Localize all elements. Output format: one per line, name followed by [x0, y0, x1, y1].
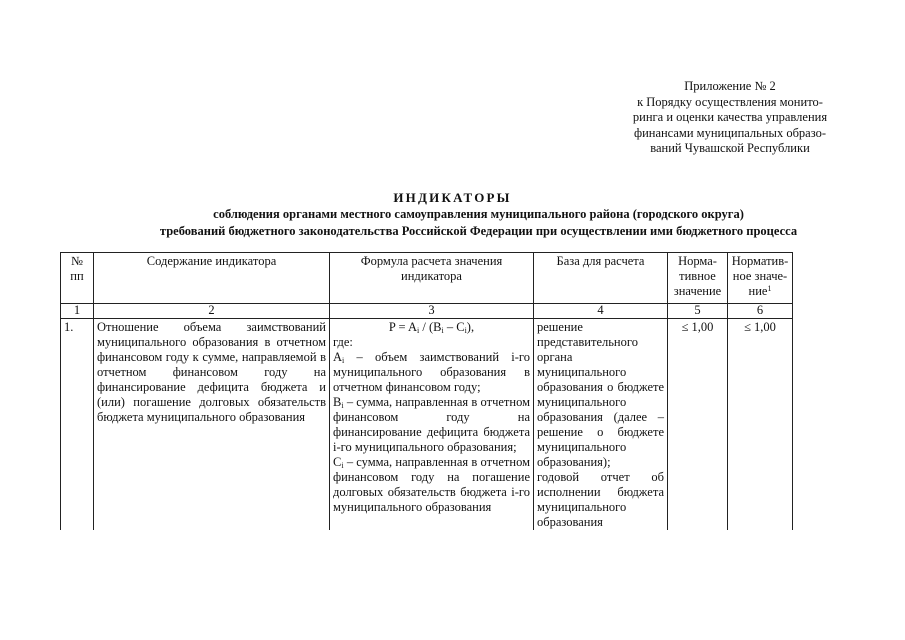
base-item: годовой отчет об исполнении бюджета муниципального образования — [537, 470, 664, 529]
header-formula: Формула расчета значения индикатора — [330, 253, 534, 304]
formula-subscript: i — [441, 326, 444, 335]
formula-expression — [333, 320, 530, 335]
column-number: 6 — [728, 304, 793, 319]
header-norm: Норма- тивное значение — [668, 253, 728, 304]
appendix-note — [560, 79, 900, 157]
appendix-line: к Порядку осуществления монито- — [637, 94, 823, 109]
subtitle-line: соблюдения органами местного самоуправления муниципального района (городского округа) — [213, 207, 744, 221]
header-content: Содержание индикатора — [94, 253, 330, 304]
table-header-row — [61, 253, 793, 304]
document-subtitle — [0, 206, 905, 240]
column-number: 4 — [534, 304, 668, 319]
appendix-line: ваний Чувашской Республики — [650, 141, 810, 155]
variable-description: – объем заимствований i-го муниципального образования в отчетном финансовом году; — [333, 350, 530, 394]
formula-subscript: i — [464, 326, 467, 335]
indicators-table — [60, 252, 793, 530]
appendix-line: финансами муниципальных образо- — [633, 125, 827, 140]
base-item: решение представительного органа муниципального образования о бюджете муниципального образования (далее – решение о бюджете муниципального образования); — [537, 320, 664, 469]
variable-subscript: i — [341, 401, 344, 410]
formula-def-b — [333, 395, 530, 455]
formula-where: где: — [333, 335, 353, 349]
indicator-formula — [330, 319, 534, 531]
column-number: 1 — [61, 304, 94, 319]
column-number: 3 — [330, 304, 534, 319]
header-norm-footnoted — [728, 253, 793, 304]
column-number: 2 — [94, 304, 330, 319]
indicator-content: Отношение объема заимствований муниципального образования в отчетном финансовом году к сумме, направляемой в отчетном финансовом году на финансирование дефицита бюджета и (или) погашение долговых обязательств бюджета муниципального образования — [94, 319, 330, 531]
variable: B — [333, 395, 342, 409]
variable-description: – сумма, направленная в отчетном финансовом году на погашение долговых обязательств бюджета i-го муниципального образования — [333, 455, 530, 514]
formula-part: / (B — [419, 320, 442, 334]
header-number: № пп — [61, 253, 94, 304]
header-base: База для расчета — [534, 253, 668, 304]
variable: C — [333, 455, 342, 469]
row-number: 1. — [61, 319, 94, 531]
formula-part: P = A — [388, 320, 418, 334]
formula-part: ), — [466, 320, 475, 334]
column-numbers-row — [61, 304, 793, 319]
formula-def-a — [333, 350, 530, 395]
column-number: 5 — [668, 304, 728, 319]
variable: A — [333, 350, 343, 364]
subtitle-line: требований бюджетного законодательства Российской Федерации при осуществлении ими бюджетного процесса — [159, 224, 798, 238]
norm-value-footnoted: ≤ 1,00 — [728, 319, 793, 531]
formula-subscript: i — [417, 326, 420, 335]
table-row — [61, 319, 793, 531]
variable-description: – сумма, направленная в отчетном финансовом году на финансирование дефицита бюджета i-го муниципального образования; — [333, 395, 530, 454]
variable-subscript: i — [342, 356, 345, 365]
appendix-line: ринга и оценки качества управления — [632, 110, 828, 124]
norm-value: ≤ 1,00 — [668, 319, 728, 531]
header-norm-text: Норматив- ное значе- ние — [731, 254, 789, 298]
document-title: ИНДИКАТОРЫ — [393, 190, 512, 205]
formula-part: – C — [443, 320, 465, 334]
footnote-mark: 1 — [767, 284, 772, 293]
calculation-base — [534, 319, 668, 531]
formula-def-c — [333, 455, 530, 515]
variable-subscript: i — [341, 461, 344, 470]
appendix-line: Приложение № 2 — [684, 79, 776, 93]
